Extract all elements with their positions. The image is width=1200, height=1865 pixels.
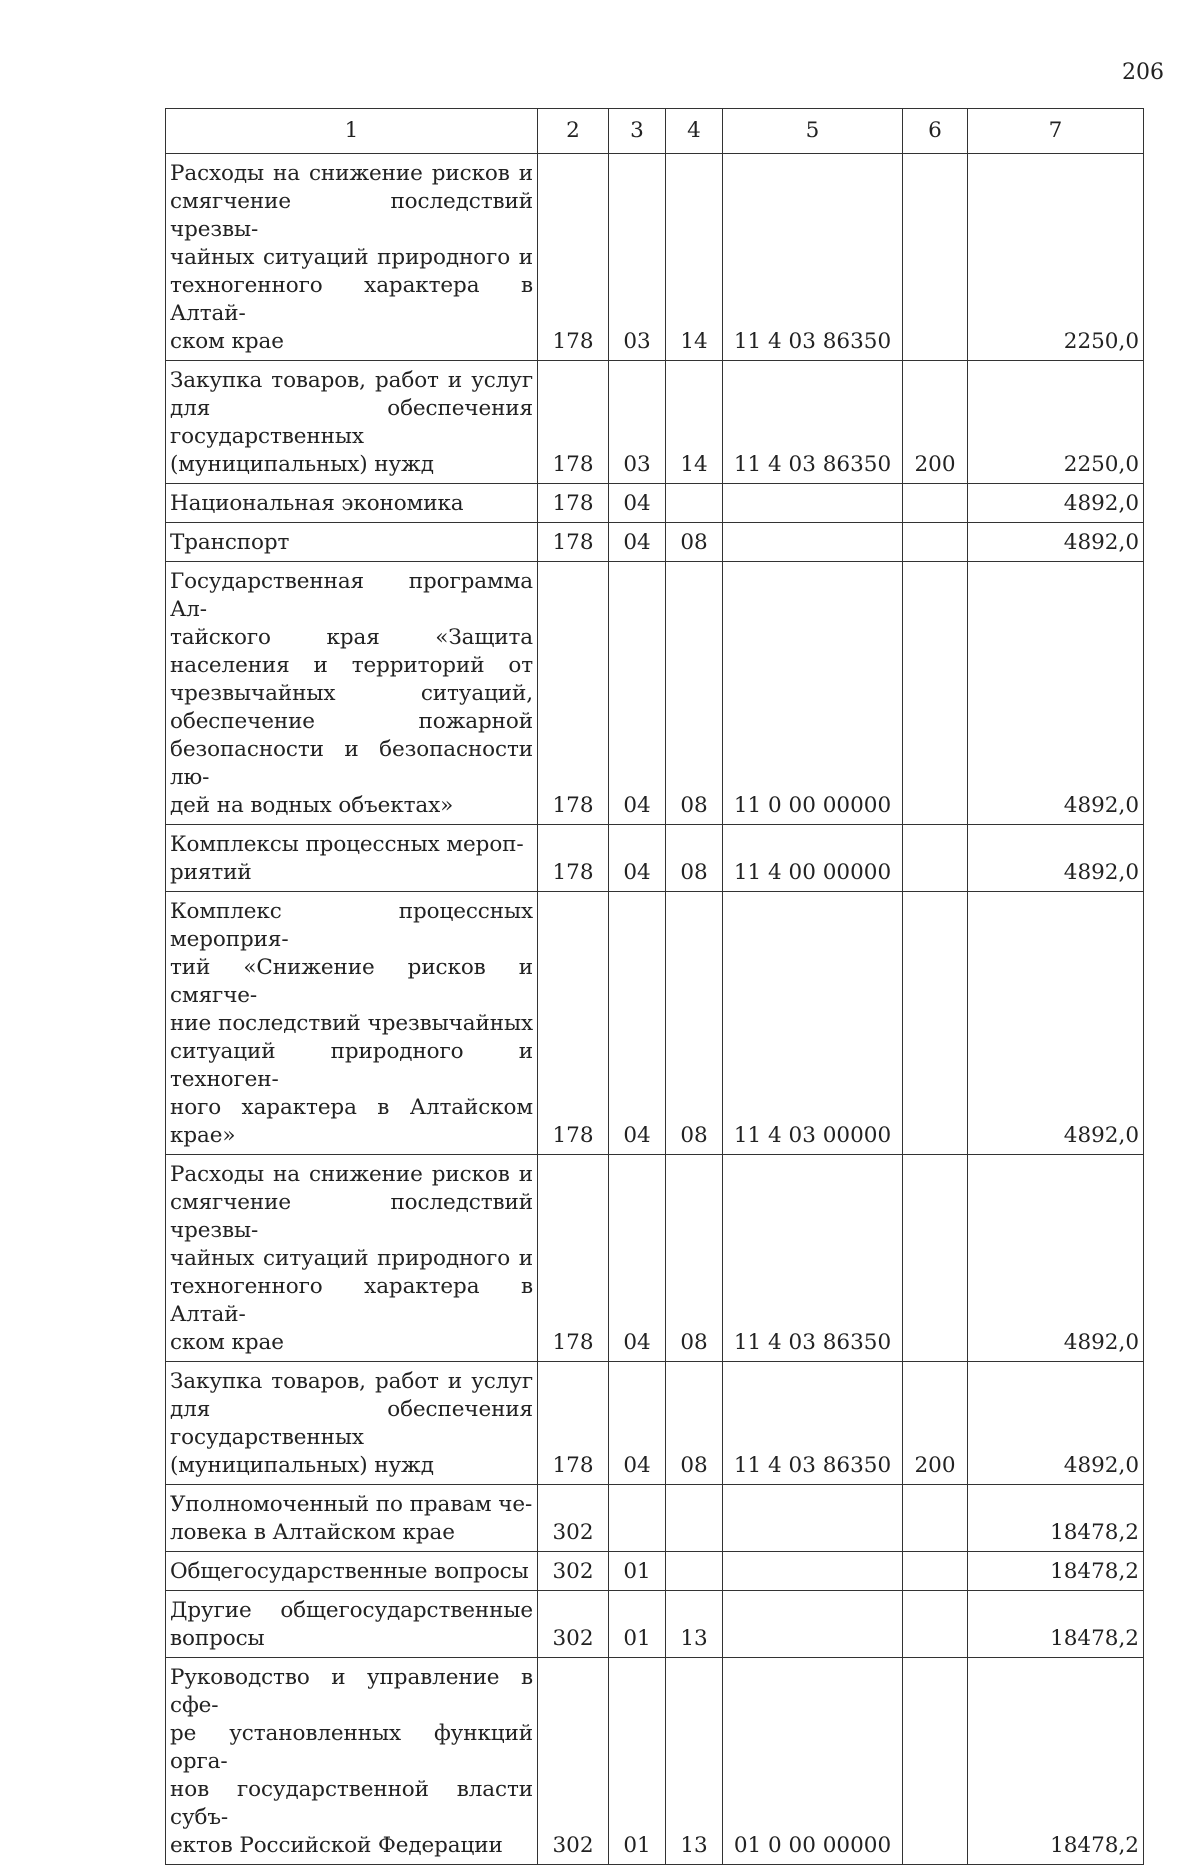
code-target-cell	[723, 484, 903, 523]
page-number: 206	[1122, 60, 1164, 85]
header-cell-6: 6	[903, 109, 968, 154]
code-section-cell: 04	[609, 523, 666, 562]
amount-cell: 18478,2	[968, 1485, 1144, 1552]
code-admin-cell: 178	[538, 1155, 609, 1362]
code-subsection-cell: 13	[666, 1591, 723, 1658]
amount-cell: 4892,0	[968, 892, 1144, 1155]
code-target-cell: 11 4 00 00000	[723, 825, 903, 892]
code-subsection-cell: 08	[666, 892, 723, 1155]
code-expense-type-cell	[903, 154, 968, 361]
code-subsection-cell	[666, 1552, 723, 1591]
code-section-cell: 04	[609, 1155, 666, 1362]
code-target-cell: 11 4 03 86350	[723, 154, 903, 361]
code-target-cell: 11 4 03 00000	[723, 892, 903, 1155]
amount-cell: 4892,0	[968, 825, 1144, 892]
code-expense-type-cell	[903, 484, 968, 523]
code-section-cell: 01	[609, 1658, 666, 1865]
code-subsection-cell: 08	[666, 1362, 723, 1485]
amount-cell: 4892,0	[968, 1155, 1144, 1362]
row-name-cell: Транспорт	[166, 523, 538, 562]
code-admin-cell: 302	[538, 1658, 609, 1865]
code-section-cell: 03	[609, 154, 666, 361]
code-subsection-cell: 08	[666, 562, 723, 825]
amount-cell: 18478,2	[968, 1591, 1144, 1658]
code-section-cell: 04	[609, 1362, 666, 1485]
table-row	[166, 1658, 1144, 1865]
code-expense-type-cell	[903, 1155, 968, 1362]
code-target-cell	[723, 1591, 903, 1658]
row-name-cell: Общегосударственные вопросы	[166, 1552, 538, 1591]
amount-cell: 4892,0	[968, 562, 1144, 825]
amount-cell: 2250,0	[968, 361, 1144, 484]
table-row	[166, 1155, 1144, 1362]
code-expense-type-cell	[903, 1591, 968, 1658]
row-name-cell: Национальная экономика	[166, 484, 538, 523]
code-target-cell	[723, 523, 903, 562]
code-section-cell: 04	[609, 562, 666, 825]
code-admin-cell: 178	[538, 562, 609, 825]
code-section-cell: 04	[609, 484, 666, 523]
table-row	[166, 361, 1144, 484]
code-section-cell: 04	[609, 892, 666, 1155]
code-subsection-cell	[666, 484, 723, 523]
row-name-cell: Уполномоченный по правам че- ловека в Алтайском крае	[166, 1485, 538, 1552]
table-row	[166, 484, 1144, 523]
table-row	[166, 892, 1144, 1155]
table-row	[166, 1552, 1144, 1591]
amount-cell: 4892,0	[968, 523, 1144, 562]
code-expense-type-cell	[903, 1485, 968, 1552]
amount-cell: 4892,0	[968, 484, 1144, 523]
row-name-cell: Комплекс процессных мероприя- тий «Снижение рисков и смягче- ние последствий чрезвычайных ситуаций природного и техноген- ного характера в Алтайском крае»	[166, 892, 538, 1155]
table-row	[166, 825, 1144, 892]
row-name-cell: Закупка товаров, работ и услуг для обеспечения государственных (муниципальных) нужд	[166, 1362, 538, 1485]
row-name-cell: Закупка товаров, работ и услуг для обеспечения государственных (муниципальных) нужд	[166, 361, 538, 484]
code-subsection-cell: 13	[666, 1658, 723, 1865]
code-target-cell	[723, 1485, 903, 1552]
code-section-cell	[609, 1485, 666, 1552]
code-admin-cell: 178	[538, 361, 609, 484]
code-admin-cell: 302	[538, 1485, 609, 1552]
code-expense-type-cell	[903, 562, 968, 825]
table-row	[166, 1485, 1144, 1552]
table-row	[166, 523, 1144, 562]
code-subsection-cell: 08	[666, 1155, 723, 1362]
code-target-cell	[723, 1552, 903, 1591]
code-expense-type-cell	[903, 892, 968, 1155]
row-name-cell: Комплексы процессных мероп- риятий	[166, 825, 538, 892]
code-target-cell: 11 4 03 86350	[723, 1155, 903, 1362]
header-cell-3: 3	[609, 109, 666, 154]
code-admin-cell: 178	[538, 825, 609, 892]
row-name-cell: Руководство и управление в сфе- ре установленных функций орга- нов государственной власти субъ- ектов Российской Федерации	[166, 1658, 538, 1865]
code-subsection-cell: 14	[666, 154, 723, 361]
header-cell-1: 1	[166, 109, 538, 154]
code-subsection-cell: 08	[666, 523, 723, 562]
row-name-cell: Другие общегосударственные вопросы	[166, 1591, 538, 1658]
row-name-cell: Расходы на снижение рисков и смягчение последствий чрезвы- чайных ситуаций природного и техногенного характера в Алтай- ском крае	[166, 154, 538, 361]
code-target-cell: 11 0 00 00000	[723, 562, 903, 825]
code-section-cell: 01	[609, 1552, 666, 1591]
code-section-cell: 01	[609, 1591, 666, 1658]
budget-table	[165, 108, 1144, 1865]
header-cell-4: 4	[666, 109, 723, 154]
amount-cell: 18478,2	[968, 1552, 1144, 1591]
table-body	[166, 154, 1144, 1865]
code-subsection-cell: 08	[666, 825, 723, 892]
code-admin-cell: 302	[538, 1552, 609, 1591]
code-section-cell: 03	[609, 361, 666, 484]
amount-cell: 2250,0	[968, 154, 1144, 361]
table-row	[166, 1591, 1144, 1658]
code-admin-cell: 178	[538, 1362, 609, 1485]
code-expense-type-cell: 200	[903, 361, 968, 484]
code-expense-type-cell: 200	[903, 1362, 968, 1485]
code-admin-cell: 178	[538, 523, 609, 562]
amount-cell: 4892,0	[968, 1362, 1144, 1485]
code-expense-type-cell	[903, 1658, 968, 1865]
code-target-cell: 11 4 03 86350	[723, 1362, 903, 1485]
row-name-cell: Расходы на снижение рисков и смягчение последствий чрезвы- чайных ситуаций природного и техногенного характера в Алтай- ском крае	[166, 1155, 538, 1362]
header-cell-5: 5	[723, 109, 903, 154]
code-section-cell: 04	[609, 825, 666, 892]
header-cell-2: 2	[538, 109, 609, 154]
table-header-row	[166, 109, 1144, 154]
table-row	[166, 1362, 1144, 1485]
code-admin-cell: 178	[538, 892, 609, 1155]
code-subsection-cell	[666, 1485, 723, 1552]
code-target-cell: 11 4 03 86350	[723, 361, 903, 484]
code-subsection-cell: 14	[666, 361, 723, 484]
code-target-cell: 01 0 00 00000	[723, 1658, 903, 1865]
code-admin-cell: 178	[538, 154, 609, 361]
amount-cell: 18478,2	[968, 1658, 1144, 1865]
code-admin-cell: 178	[538, 484, 609, 523]
code-admin-cell: 302	[538, 1591, 609, 1658]
code-expense-type-cell	[903, 825, 968, 892]
code-expense-type-cell	[903, 1552, 968, 1591]
table-row	[166, 154, 1144, 361]
table-row	[166, 562, 1144, 825]
header-cell-7: 7	[968, 109, 1144, 154]
code-expense-type-cell	[903, 523, 968, 562]
row-name-cell: Государственная программа Ал- тайского края «Защита населения и территорий от чрезвычайных ситуаций, обеспечение пожарной безопасности и безопасности лю- дей на водных объектах»	[166, 562, 538, 825]
